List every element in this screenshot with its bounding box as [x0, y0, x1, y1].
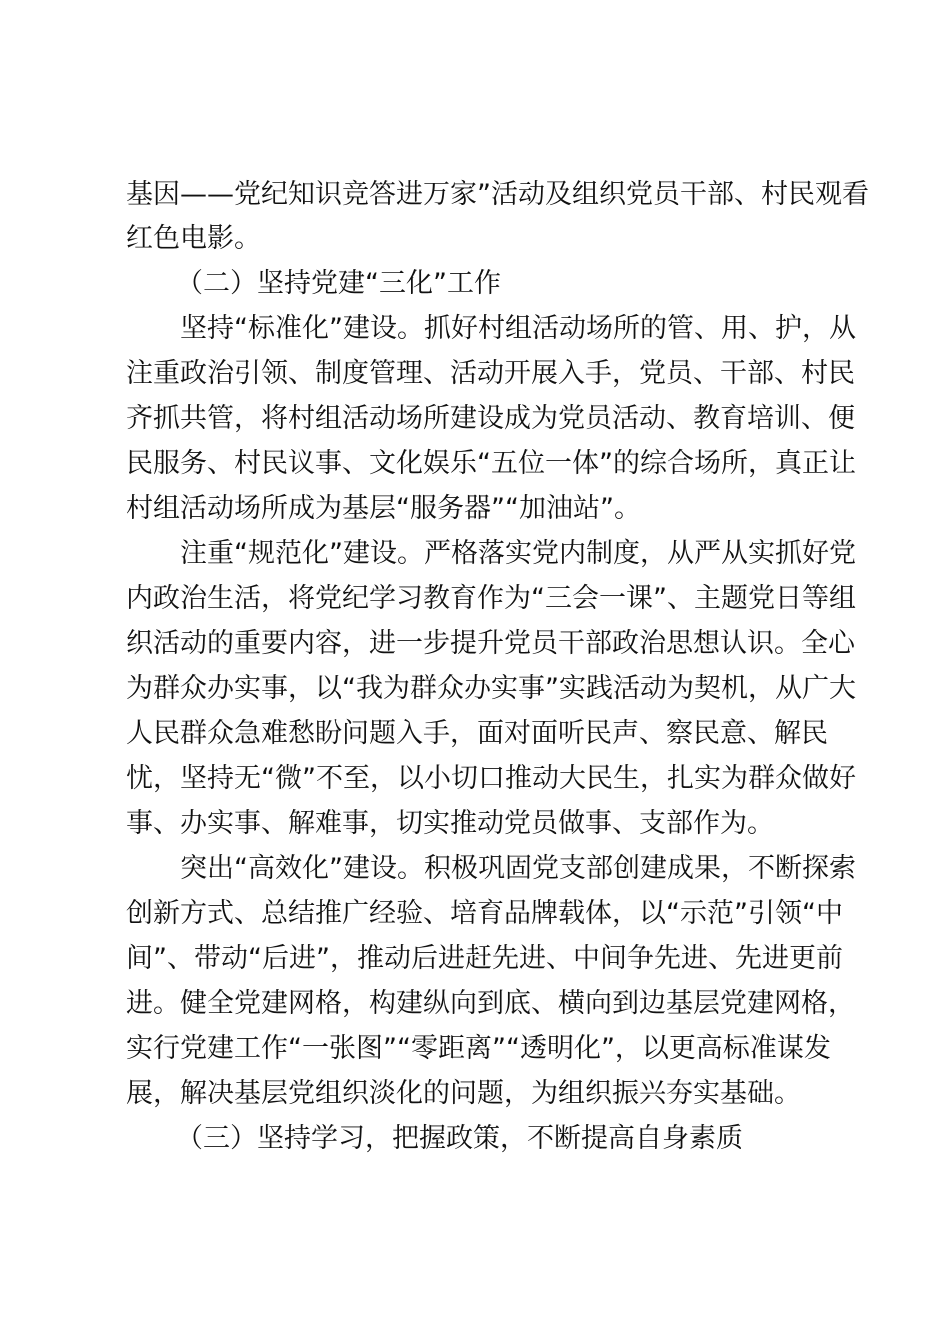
text-line-9: 注重“规范化”建设。严格落实党内制度，从严从实抓好党 [180, 538, 856, 569]
text-line-15: 事、办实事、解难事，切实推动党员做事、支部作为。 [126, 808, 774, 839]
text-line-2: 红色电影。 [126, 223, 261, 254]
text-line-11: 织活动的重要内容，进一步提升党员干部政治思想认识。全心 [126, 628, 855, 659]
section-heading-3: （三）坚持学习，把握政策，不断提高自身素质 [176, 1123, 743, 1154]
text-line-16: 突出“高效化”建设。积极巩固党支部创建成果，不断探索 [180, 853, 856, 884]
text-line-7: 民服务、村民议事、文化娱乐“五位一体”的综合场所，真正让 [126, 448, 856, 479]
section-heading-2: （二）坚持党建“三化”工作 [176, 268, 501, 299]
text-line-10: 内政治生活，将党纪学习教育作为“三会一课”、主题党日等组 [126, 583, 856, 614]
text-line-17: 创新方式、总结推广经验、培育品牌载体，以“示范”引领“中 [126, 898, 843, 929]
text-line-12: 为群众办实事，以“我为群众办实事”实践活动为契机，从广大 [126, 673, 856, 704]
text-line-19: 进。健全党建网格，构建纵向到底、横向到边基层党建网格， [126, 988, 855, 1019]
text-line-14: 忧，坚持无“微”不至，以小切口推动大民生，扎实为群众做好 [126, 763, 856, 794]
text-line-4: 坚持“标准化”建设。抓好村组活动场所的管、用、护，从 [180, 313, 856, 344]
text-line-6: 齐抓共管，将村组活动场所建设成为党员活动、教育培训、便 [126, 403, 855, 434]
text-line-13: 人民群众急难愁盼问题入手，面对面听民声、察民意、解民 [126, 718, 828, 749]
text-line-20: 实行党建工作“一张图”“零距离”“透明化”，以更高标准谋发 [126, 1033, 831, 1064]
text-line-1: 基因——党纪知识竞答进万家”活动及组织党员干部、村民观看 [126, 179, 869, 210]
text-line-21: 展，解决基层党组织淡化的问题，为组织振兴夯实基础。 [126, 1078, 801, 1109]
text-line-8: 村组活动场所成为基层“服务器”“加油站”。 [126, 493, 641, 524]
text-line-5: 注重政治引领、制度管理、活动开展入手，党员、干部、村民 [126, 358, 855, 389]
text-line-18: 间”、带动“后进”，推动后进赶先进、中间争先进、先进更前 [126, 943, 843, 974]
